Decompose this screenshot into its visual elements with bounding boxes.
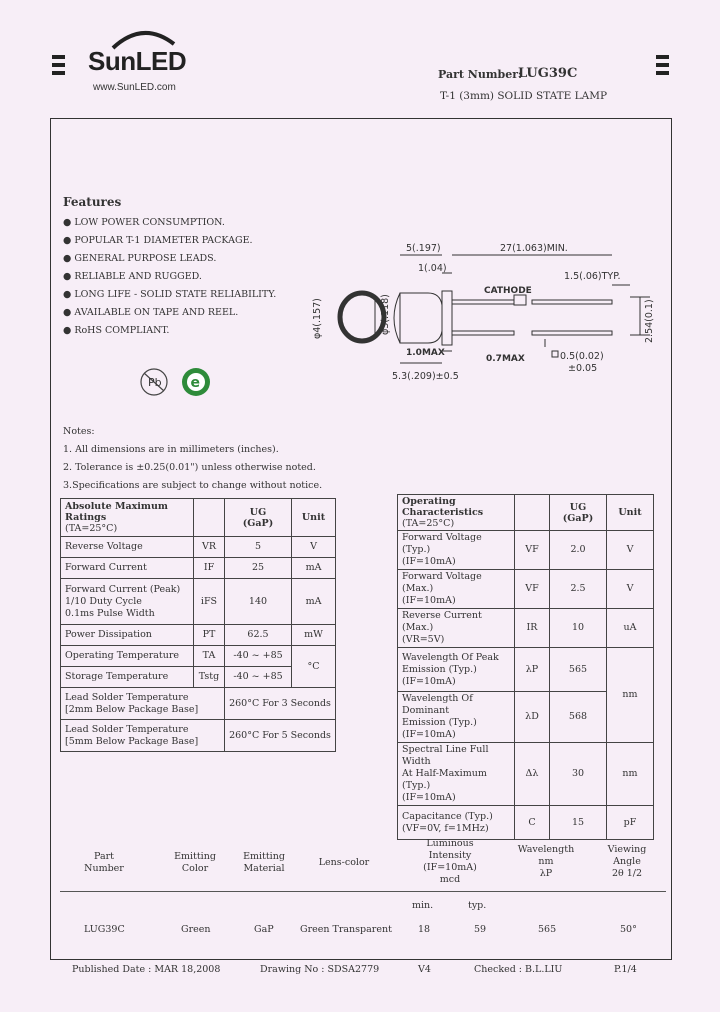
bottom-h-lens: Lens-color <box>318 857 370 868</box>
table-row: Reverse Current (Max.) (VR=5V) IR 10 uA <box>398 609 654 648</box>
svg-text:e: e <box>190 375 200 391</box>
op-char-table <box>397 494 654 840</box>
svg-text:±0.05: ±0.05 <box>568 363 598 374</box>
svg-text:0.5(0.02): 0.5(0.02) <box>560 351 604 362</box>
table-row: Power Dissipation PT 62.5 mW <box>61 625 336 646</box>
bottom-h-color: Emitting Color <box>174 851 216 874</box>
svg-text:1(.04): 1(.04) <box>418 263 447 274</box>
bottom-h-view: Viewing Angle 2θ 1/2 <box>607 844 647 879</box>
features-list <box>63 214 276 340</box>
feature-item: ● RoHS COMPLIANT. <box>63 325 170 336</box>
table-row: Storage Temperature Tstg -40 ~ +85 <box>61 667 336 688</box>
op-col-ug: UG (GaP) <box>550 495 607 531</box>
bottom-h-luminous: Luminous Intensity (IF=10mA) mcd <box>423 838 477 885</box>
abs-max-table <box>60 498 336 752</box>
svg-text:0.7MAX: 0.7MAX <box>486 354 525 364</box>
svg-text:CATHODE: CATHODE <box>484 286 532 296</box>
checked-by: Checked : B.L.LIU <box>474 964 563 975</box>
svg-text:φ4(.157): φ4(.157) <box>312 298 323 339</box>
svg-text:Pb: Pb <box>148 376 162 389</box>
package-drawing <box>300 235 670 385</box>
subtitle: T-1 (3mm) SOLID STATE LAMP <box>440 90 608 102</box>
svg-text:1.5(.06)TYP.: 1.5(.06)TYP. <box>564 271 621 282</box>
table-row: Forward Voltage (Typ.) (IF=10mA) VF 2.0 V <box>398 531 654 570</box>
brand-logo: SunLED <box>88 46 187 76</box>
abs-col-ug: UG (GaP) <box>225 499 292 537</box>
table-row: Lead Solder Temperature [2mm Below Package Base] 260°C For 3 Seconds <box>61 688 336 720</box>
abs-title-cell: Absolute Maximum Ratings (TA=25°C) <box>61 499 194 537</box>
table-row: Wavelength Of Dominant Emission (Typ.) (IF=10mA) λD 568 <box>398 692 654 743</box>
version: V4 <box>418 964 431 975</box>
table-row: Reverse Voltage VR 5 V <box>61 537 336 558</box>
table-row: Spectral Line Full Width At Half-Maximum (Typ.) (IF=10mA) Δλ 30 nm <box>398 743 654 806</box>
bottom-h-wavelength: Wavelength nm λP <box>517 844 575 879</box>
part-number-label: Part Number: <box>438 68 523 81</box>
table-row: Lead Solder Temperature [5mm Below Package Base] 260°C For 5 Seconds <box>61 720 336 752</box>
table-row: Capacitance (Typ.) (VF=0V, f=1MHz) C 15 pF <box>398 806 654 840</box>
svg-text:27(1.063)MIN.: 27(1.063)MIN. <box>500 243 568 254</box>
note-item: 1. All dimensions are in millimeters (inches). <box>63 444 279 455</box>
note-item: 2. Tolerance is ±0.25(0.01") unless otherwise noted. <box>63 462 316 473</box>
table-row: Operating Temperature TA -40 ~ +85 °C <box>61 646 336 667</box>
pb-free-icon <box>138 366 170 398</box>
table-row: Forward Current IF 25 mA <box>61 558 336 579</box>
svg-text:2.54(0.1): 2.54(0.1) <box>644 299 655 343</box>
drawing-no: Drawing No : SDSA2779 <box>260 964 380 975</box>
svg-text:φ3(.118): φ3(.118) <box>380 294 391 335</box>
notes-title: Notes: <box>63 426 95 437</box>
feature-item: ● LONG LIFE - SOLID STATE RELIABILITY. <box>63 289 277 300</box>
page-number: P.1/4 <box>614 964 637 975</box>
svg-text:5.3(.209)±0.5: 5.3(.209)±0.5 <box>392 371 459 382</box>
table-row: Forward Voltage (Max.) (IF=10mA) VF 2.5 V <box>398 570 654 609</box>
op-title-cell: Operating Characteristics (TA=25°C) <box>398 495 515 531</box>
svg-text:1.0MAX: 1.0MAX <box>406 348 445 358</box>
feature-item: ● RELIABLE AND RUGGED. <box>63 271 202 282</box>
part-number: LUG39C <box>518 66 578 81</box>
op-col-unit: Unit <box>607 495 654 531</box>
website: www.SunLED.com <box>93 82 176 93</box>
bottom-divider <box>60 891 666 892</box>
abs-col-unit: Unit <box>292 499 336 537</box>
bottom-h-part: Part Number <box>84 851 124 874</box>
feature-item: ● AVAILABLE ON TAPE AND REEL. <box>63 307 239 318</box>
published-date: Published Date : MAR 18,2008 <box>72 964 221 975</box>
note-item: 3.Specifications are subject to change without notice. <box>63 480 323 491</box>
feature-item: ● LOW POWER CONSUMPTION. <box>63 217 225 228</box>
feature-item: ● POPULAR T-1 DIAMETER PACKAGE. <box>63 235 253 246</box>
feature-item: ● GENERAL PURPOSE LEADS. <box>63 253 217 264</box>
bottom-h-min: min. <box>412 900 434 911</box>
svg-text:5(.197): 5(.197) <box>406 243 441 254</box>
table-row: Forward Current (Peak) 1/10 Duty Cycle 0.1ms Pulse Width iFS 140 mA <box>61 579 336 625</box>
features-title: Features <box>63 195 122 209</box>
bottom-h-material: Emitting Material <box>243 851 285 874</box>
rohs-e-icon <box>180 366 212 398</box>
table-row: Wavelength Of Peak Emission (Typ.) (IF=10mA) λP 565 nm <box>398 648 654 692</box>
bottom-h-typ: typ. <box>468 900 487 911</box>
notes <box>63 423 322 495</box>
